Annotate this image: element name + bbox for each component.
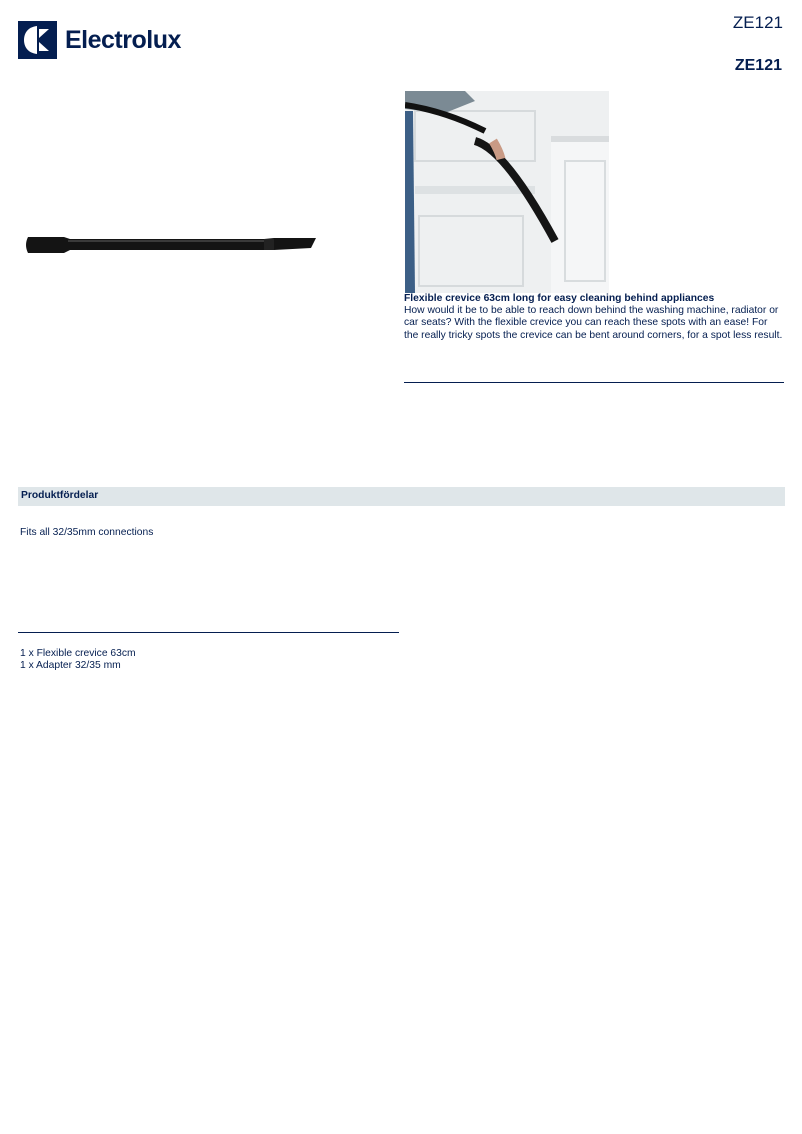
divider-left — [18, 632, 399, 633]
crevice-tool-image — [24, 228, 320, 262]
feature-title: Flexible crevice 63cm long for easy cleaning behind appliances — [404, 293, 715, 304]
contents-item: 1 x Adapter 32/35 mm — [20, 660, 121, 671]
benefit-item: Fits all 32/35mm connections — [20, 527, 154, 538]
divider-right — [404, 382, 784, 383]
electrolux-logo — [18, 21, 181, 59]
brand-name: Electrolux — [65, 25, 181, 54]
section-header — [18, 487, 785, 506]
feature-description: How would it be to be able to reach down behind the washing machine, radiator or car seats? With the flexible crevice you can reach these spots with an ease! For the really tricky spots the crevice can be bent around corners, for a spot less result. — [404, 305, 783, 341]
feature-block — [404, 293, 784, 342]
electrolux-logo-icon — [18, 21, 57, 59]
lifestyle-photo — [405, 91, 609, 293]
package-contents — [20, 648, 136, 672]
product-code-heading: ZE121 — [734, 57, 782, 74]
section-title: Produktfördelar — [21, 490, 99, 501]
product-code: ZE121 — [732, 13, 783, 32]
contents-item: 1 x Flexible crevice 63cm — [20, 648, 136, 659]
